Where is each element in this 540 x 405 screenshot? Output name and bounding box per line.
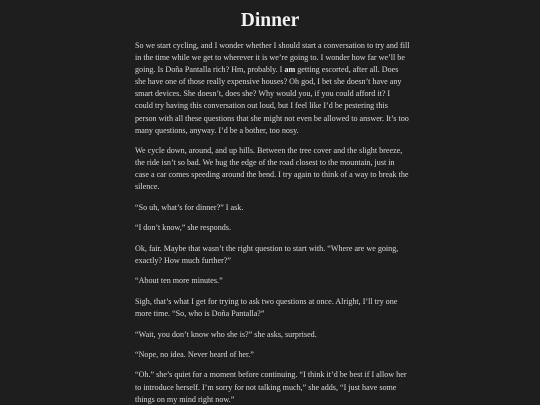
paragraph-text: So we start cycling, and I wonder whether I should start a conversation to try and fill in the time while we get to wherever it is we’re going to. I wonder how far we’ll be going. Is Doña Pantalla rich? Hm, probably. I (135, 41, 410, 75)
paragraph-text: Ok, fair. Maybe that wasn’t the right question to start with. “Where are we going, exactly? How much further?” (135, 243, 399, 265)
story-paragraph (135, 145, 410, 193)
paragraph-text: “I don’t know,” she responds. (135, 223, 231, 233)
story-paragraph (135, 40, 410, 137)
paragraph-text: getting escorted, after all. Does she have one of those really expensive houses? Oh god, I bet she doesn’t have any smart devices. She doesn’t, does she? Why would you, if you could afford it? I could try having this conversation out loud, but I feel like I’d be pestering this person with all these questions that she might not even be allowed to answer. It’s too many questions, anyway. I’d be a bother, too nosy. (135, 65, 409, 135)
story-paragraph (135, 349, 410, 361)
story-body (135, 40, 410, 405)
paragraph-text: We cycle down, around, and up hills. Between the tree cover and the slight breeze, the ride isn’t so bad. We hug the edge of the road closest to the mountain, just in case a car comes speeding around the bend. I try again to think of a way to break the silence. (135, 146, 409, 192)
emphasis-text: am (284, 65, 296, 75)
paragraph-text: “Wait, you don’t know who she is?” she asks, surprised. (135, 329, 317, 339)
story-paragraph (135, 329, 410, 341)
paragraph-text: “Oh.” she’s quiet for a moment before continuing. “I think it’d be best if I allow her to introduce herself. I’m sorry for not talking much,” she adds, “I just have some things on my mind right now.” (135, 370, 407, 404)
page-title: Dinner (240, 10, 300, 31)
story-paragraph (135, 222, 410, 234)
paragraph-text: “Nope, no idea. Never heard of her.” (135, 350, 254, 359)
paragraph-text: “About ten more minutes.” (135, 276, 223, 286)
story-paragraph (135, 243, 410, 267)
story-paragraph (135, 369, 410, 405)
paragraph-text: Sigh, that’s what I get for trying to ask two questions at once. Alright, I’ll try one more time. “So, who is Doña Pantalla?” (135, 296, 398, 319)
story-paragraph (135, 296, 410, 320)
story-paragraph (135, 275, 410, 287)
paragraph-text: “So uh, what’s for dinner?” I ask. (135, 202, 244, 212)
story-paragraph (135, 202, 410, 214)
